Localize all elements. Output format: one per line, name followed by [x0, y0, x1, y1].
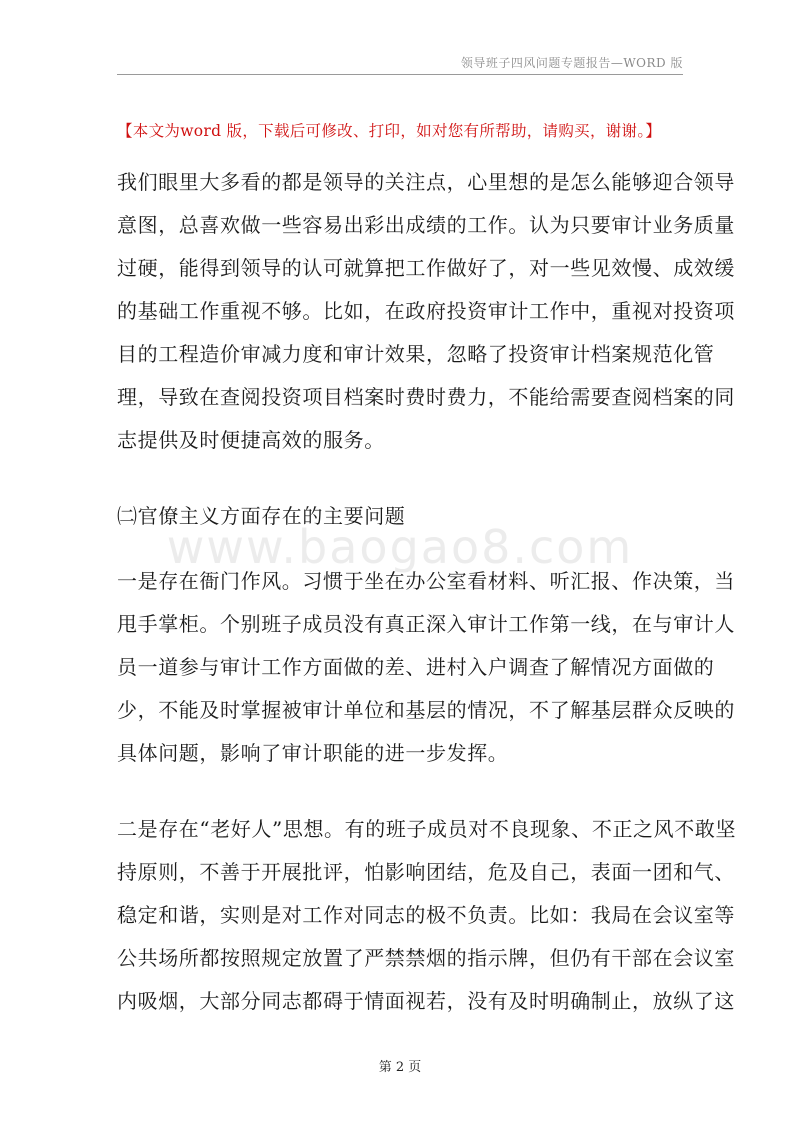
- paragraph-line: 志提供及时便捷高效的服务。: [117, 428, 385, 452]
- paragraph-line: 具体问题，影响了审计职能的进一步发挥。: [117, 741, 509, 765]
- paragraph-line: 理，导致在查阅投资项目档案时费时费力，不能给需要查阅档案的同: [117, 385, 735, 409]
- paragraph-line: 我们眼里大多看的都是领导的关注点，心里想的是怎么能够迎合领导: [117, 170, 735, 194]
- paragraph-line: 少，不能及时掌握被审计单位和基层的情况，不了解基层群众反映的: [117, 698, 735, 722]
- paragraph-line: 一是存在衙门作风。习惯于坐在办公室看材料、听汇报、作决策，当: [117, 569, 735, 593]
- paragraph-line: 甩手掌柜。个别班子成员没有真正深入审计工作第一线，在与审计人: [117, 612, 735, 636]
- paragraph-line: 目的工程造价审减力度和审计效果，忽略了投资审计档案规范化管: [117, 342, 715, 366]
- paragraph-2: [117, 560, 735, 775]
- watermark: www.baogao8.com: [166, 520, 634, 574]
- paragraph-line: 员一道参与审计工作方面做的差、进村入户调查了解情况方面做的: [117, 655, 715, 679]
- paragraph-line: 的基础工作重视不够。比如，在政府投资审计工作中，重视对投资项: [117, 299, 735, 323]
- header-divider: [117, 74, 683, 75]
- paragraph-line: 意图，总喜欢做一些容易出彩出成绩的工作。认为只要审计业务质量: [117, 213, 735, 237]
- page-number: 第 2 页: [378, 1060, 422, 1075]
- paragraph-line: 持原则，不善于开展批评，怕影响团结，危及自己，表面一团和气、: [117, 860, 735, 884]
- paragraph-3: [117, 808, 737, 1023]
- paragraph-1: [117, 161, 735, 462]
- paragraph-line: 过硬，能得到领导的认可就算把工作做好了，对一些见效慢、成效缓: [117, 256, 735, 280]
- section-heading-text: ㈡官僚主义方面存在的主要问题: [117, 504, 406, 528]
- paragraph-line: 稳定和谐，实则是对工作对同志的极不负责。比如：我局在会议室等: [117, 903, 735, 927]
- paragraph-line: 二是存在“老好人”思想。有的班子成员对不良现象、不正之风不敢坚: [117, 817, 737, 841]
- running-header: 领导班子四风问题专题报告—WORD 版: [460, 56, 683, 70]
- download-notice: 【本文为word 版，下载后可修改、打印，如对您有所帮助，请购买，谢谢。】: [117, 122, 662, 140]
- paragraph-line: 公共场所都按照规定放置了严禁禁烟的指示牌，但仍有干部在会议室: [117, 946, 735, 970]
- paragraph-line: 内吸烟，大部分同志都碍于情面视若，没有及时明确制止，放纵了这: [117, 989, 735, 1013]
